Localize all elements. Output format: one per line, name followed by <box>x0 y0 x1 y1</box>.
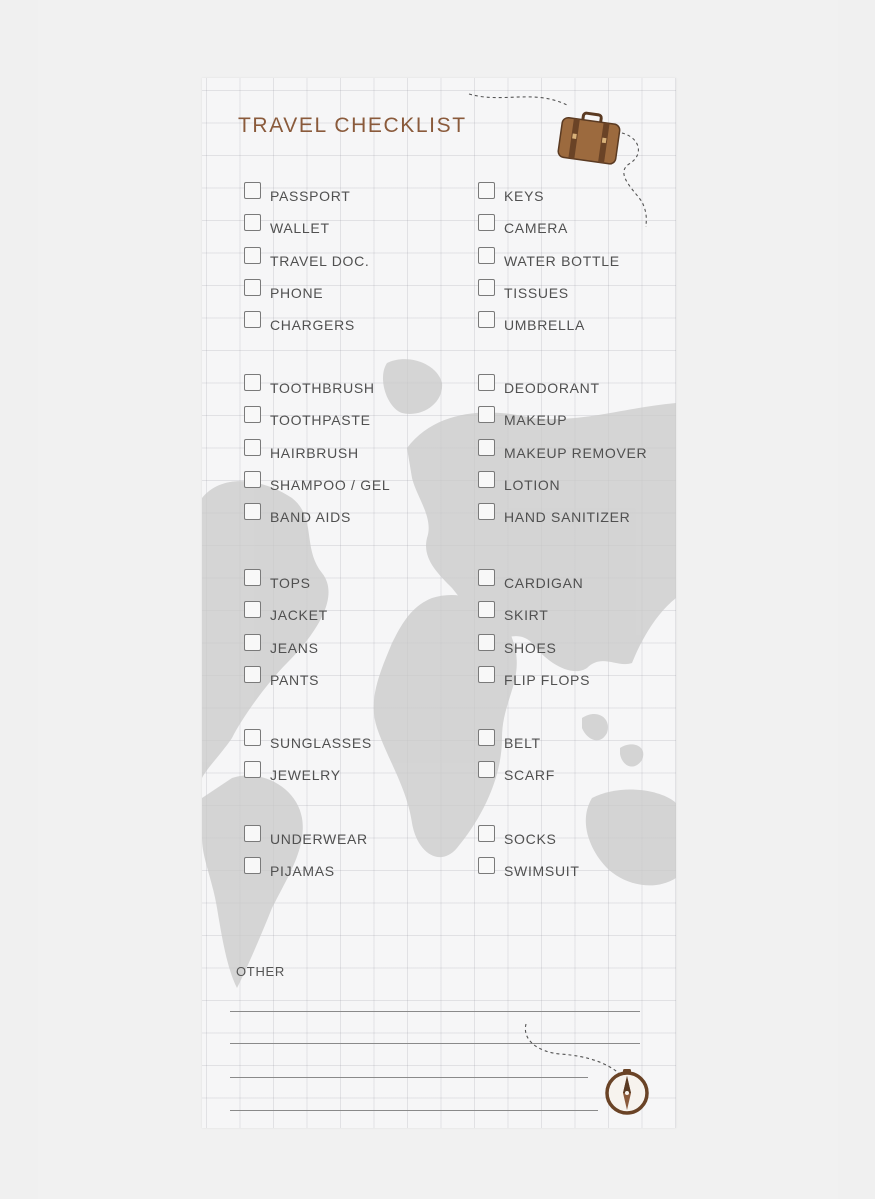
checklist-item[interactable] <box>244 311 355 333</box>
checklist-item-label: KEYS <box>504 187 545 204</box>
checklist-item[interactable] <box>244 214 330 236</box>
checklist-item-label: UMBRELLA <box>504 316 586 333</box>
checklist-item-label: LOTION <box>504 476 561 493</box>
checklist-item-label: SHOES <box>504 639 557 656</box>
other-label: OTHER <box>236 964 285 979</box>
checklist-item-label: TOOTHBRUSH <box>270 379 375 396</box>
checklist-item[interactable] <box>478 634 557 656</box>
checklist-item[interactable] <box>478 666 591 688</box>
checklist-item-label: SOCKS <box>504 830 557 847</box>
checklist-item-label: PANTS <box>270 671 320 688</box>
checkbox[interactable] <box>478 182 495 199</box>
checklist-item-label: MAKEUP <box>504 411 568 428</box>
checkbox[interactable] <box>244 666 261 683</box>
checklist-item[interactable] <box>478 279 569 301</box>
checklist-item[interactable] <box>244 825 368 847</box>
checklist-item[interactable] <box>244 182 351 204</box>
checklist-item-label: SHAMPOO / GEL <box>270 476 391 493</box>
checklist-item[interactable] <box>244 569 311 591</box>
checkbox[interactable] <box>478 729 495 746</box>
checklist-item[interactable] <box>478 471 561 493</box>
checkbox[interactable] <box>244 569 261 586</box>
checklist-item[interactable] <box>478 729 541 751</box>
checkbox[interactable] <box>244 182 261 199</box>
checklist-item[interactable] <box>244 279 324 301</box>
checkbox[interactable] <box>244 729 261 746</box>
checklist-item[interactable] <box>478 857 580 879</box>
checklist-item-label: SCARF <box>504 766 555 783</box>
checkbox[interactable] <box>478 825 495 842</box>
checklist-notepad <box>202 78 676 1128</box>
checklist-item[interactable] <box>244 666 320 688</box>
checklist-item-label: TRAVEL DOC. <box>270 252 370 269</box>
checklist-item[interactable] <box>244 634 319 656</box>
checkbox[interactable] <box>244 761 261 778</box>
checklist-item-label: HAIRBRUSH <box>270 444 359 461</box>
checklist-item[interactable] <box>478 761 555 783</box>
checklist-item[interactable] <box>478 247 620 269</box>
checkbox[interactable] <box>244 825 261 842</box>
checklist-item-label: PHONE <box>270 284 324 301</box>
checkbox[interactable] <box>478 634 495 651</box>
checklist-item[interactable] <box>244 761 341 783</box>
checklist-item-label: DEODORANT <box>504 379 600 396</box>
checkbox[interactable] <box>478 666 495 683</box>
checklist-item[interactable] <box>478 569 584 591</box>
checklist-item[interactable] <box>478 214 569 236</box>
checkbox[interactable] <box>478 569 495 586</box>
writing-line[interactable] <box>230 1011 640 1012</box>
checkbox[interactable] <box>478 247 495 264</box>
checkbox[interactable] <box>478 311 495 328</box>
checkbox[interactable] <box>478 471 495 488</box>
checkbox[interactable] <box>244 857 261 874</box>
checkbox[interactable] <box>478 503 495 520</box>
checkbox[interactable] <box>244 247 261 264</box>
checklist-item-label: FLIP FLOPS <box>504 671 591 688</box>
checklist-item-label: WALLET <box>270 219 330 236</box>
checklist-item-label: CARDIGAN <box>504 574 584 591</box>
checkbox[interactable] <box>244 214 261 231</box>
checklist-item-label: PIJAMAS <box>270 862 335 879</box>
checkbox[interactable] <box>244 634 261 651</box>
checklist-item-label: CAMERA <box>504 219 569 236</box>
checklist-item[interactable] <box>478 311 586 333</box>
checklist-item-label: JACKET <box>270 606 328 623</box>
checklist-item[interactable] <box>244 374 375 396</box>
checklist-item[interactable] <box>478 503 631 525</box>
checklist-item-label: TOPS <box>270 574 311 591</box>
checklist-item-label: SKIRT <box>504 606 549 623</box>
checklist-item-label: TOOTHPASTE <box>270 411 371 428</box>
checkbox[interactable] <box>244 503 261 520</box>
checkbox[interactable] <box>244 439 261 456</box>
checkbox[interactable] <box>478 761 495 778</box>
checkbox[interactable] <box>478 279 495 296</box>
checkbox[interactable] <box>478 406 495 423</box>
checklist-item[interactable] <box>244 406 371 428</box>
checklist-item-label: BELT <box>504 734 541 751</box>
checkbox[interactable] <box>244 601 261 618</box>
page-title: TRAVEL CHECKLIST <box>238 114 467 137</box>
checkbox[interactable] <box>478 214 495 231</box>
checklist-item[interactable] <box>478 374 600 396</box>
checklist-item[interactable] <box>244 439 359 461</box>
checkbox[interactable] <box>478 601 495 618</box>
checklist-item-label: CHARGERS <box>270 316 355 333</box>
checklist-item[interactable] <box>478 182 545 204</box>
checklist-item[interactable] <box>478 601 549 623</box>
checklist-item-label: JEWELRY <box>270 766 341 783</box>
checklist-item[interactable] <box>478 406 568 428</box>
checkbox[interactable] <box>478 439 495 456</box>
checkbox[interactable] <box>244 279 261 296</box>
checklist-item[interactable] <box>244 857 335 879</box>
checkbox[interactable] <box>244 374 261 391</box>
checkbox[interactable] <box>244 406 261 423</box>
checklist-item-label: BAND AIDS <box>270 508 351 525</box>
checkbox[interactable] <box>244 311 261 328</box>
checklist-item[interactable] <box>478 825 557 847</box>
checklist-item[interactable] <box>244 503 351 525</box>
checklist-item-label: MAKEUP REMOVER <box>504 444 648 461</box>
compass-icon <box>520 1020 670 1120</box>
checklist-item-label: WATER BOTTLE <box>504 252 620 269</box>
checklist-item-label: SUNGLASSES <box>270 734 372 751</box>
checklist-item[interactable] <box>244 601 328 623</box>
checklist-item[interactable] <box>244 471 391 493</box>
checklist-item-label: SWIMSUIT <box>504 862 580 879</box>
checklist-item-label: UNDERWEAR <box>270 830 368 847</box>
checklist-item-label: HAND SANITIZER <box>504 508 631 525</box>
suitcase-icon <box>464 82 659 232</box>
checklist-item-label: TISSUES <box>504 284 569 301</box>
checkbox[interactable] <box>244 471 261 488</box>
checklist-item-label: JEANS <box>270 639 319 656</box>
checkbox[interactable] <box>478 374 495 391</box>
checklist-item[interactable] <box>478 439 648 461</box>
checklist-item-label: PASSPORT <box>270 187 351 204</box>
checklist-item[interactable] <box>244 247 370 269</box>
checklist-item[interactable] <box>244 729 372 751</box>
checkbox[interactable] <box>478 857 495 874</box>
